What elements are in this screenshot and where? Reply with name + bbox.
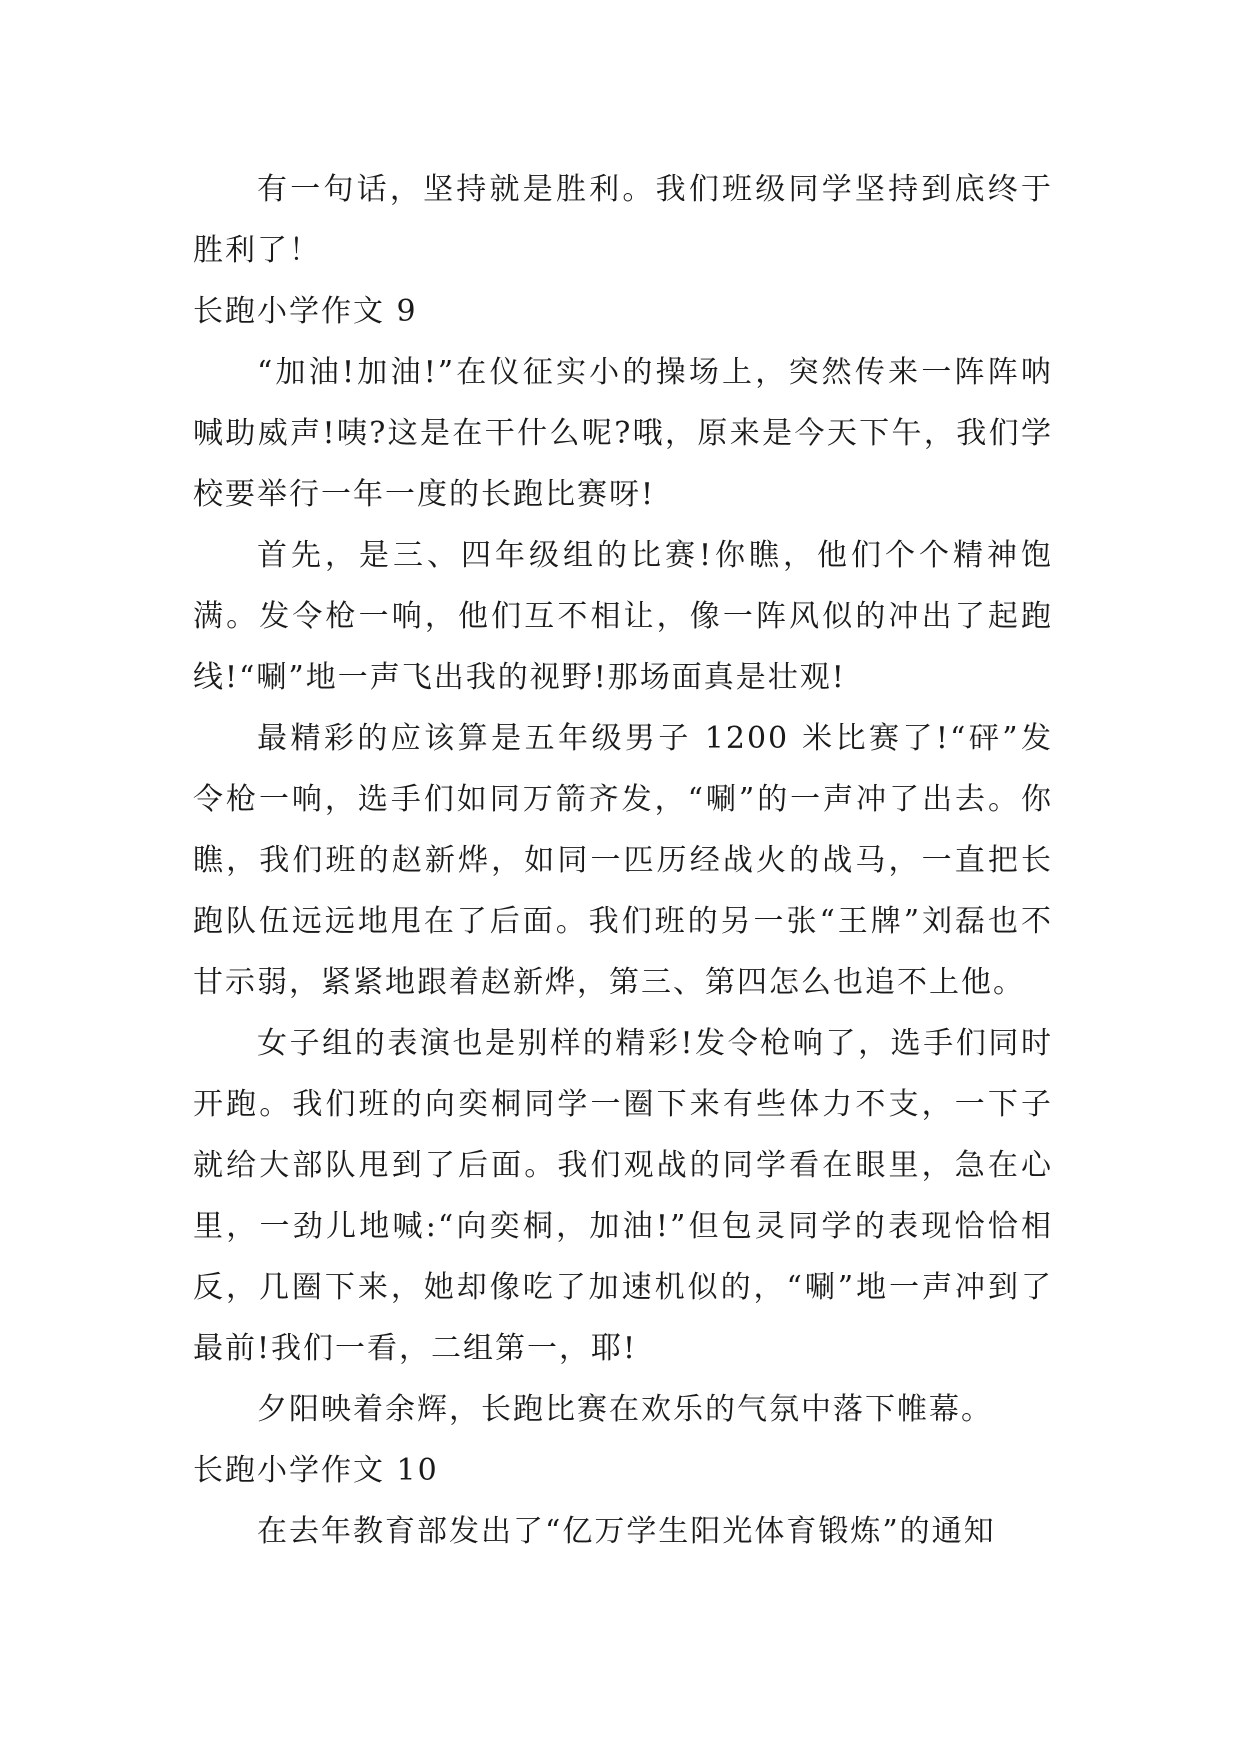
document-body [193, 159, 1053, 1562]
paragraph-education-notice: 在去年教育部发出了“亿万学生阳光体育锻炼”的通知 [257, 1514, 996, 1549]
paragraph-perseverance: 有一句话，坚持就是胜利。我们班级同学坚持到底终于胜利了！ [193, 172, 1053, 268]
paragraph-boys-1200m: 最精彩的应该算是五年级男子 1200 米比赛了!“砰”发令枪一响，选手们如同万箭齐发，“唰”的一声冲了出去。你瞧，我们班的赵新烨，如同一匹历经战火的战马，一直把长跑队伍远远地甩在了后面。我们班的另一张“王牌”刘磊也不甘示弱，紧紧地跟着赵新烨，第三、第四怎么也追不上他。 [193, 721, 1053, 1000]
paragraph-cheering: “加油!加油!”在仪征实小的操场上，突然传来一阵阵呐喊助威声!咦?这是在干什么呢?哦，原来是今天下午，我们学校要举行一年一度的长跑比赛呀! [193, 355, 1053, 512]
paragraph-sunset: 夕阳映着余辉，长跑比赛在欢乐的气氛中落下帷幕。 [257, 1392, 993, 1427]
paragraph-girls-race: 女子组的表演也是别样的精彩!发令枪响了，选手们同时开跑。我们班的向奕桐同学一圈下来有些体力不支，一下子就给大部队甩到了后面。我们观战的同学看在眼里，急在心里，一劲儿地喊:“向奕桐，加油!”但包灵同学的表现恰恰相反，几圈下来，她却像吃了加速机似的，“唰”地一声冲到了最前!我们一看，二组第一，耶! [193, 1026, 1053, 1366]
section-heading-10: 长跑小学作文 10 [193, 1453, 439, 1488]
paragraph-grade-3-4-race: 首先，是三、四年级组的比赛!你瞧，他们个个精神饱满。发令枪一响，他们互不相让，像一阵风似的冲出了起跑线!“唰”地一声飞出我的视野!那场面真是壮观! [193, 538, 1053, 695]
section-heading-9: 长跑小学作文 9 [193, 294, 418, 329]
